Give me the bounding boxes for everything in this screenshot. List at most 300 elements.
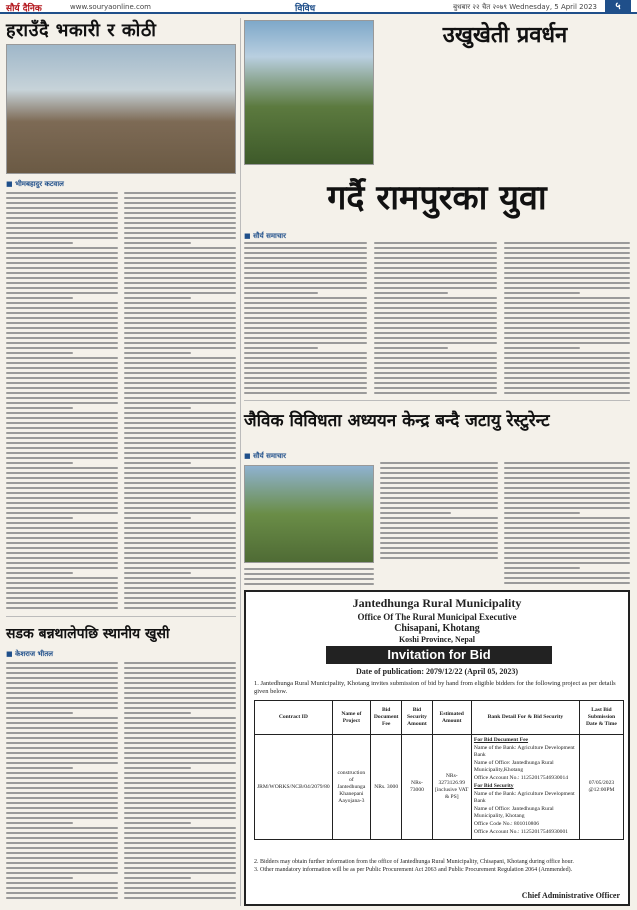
text-line	[6, 357, 118, 359]
text-line	[504, 392, 630, 394]
text-line	[504, 332, 630, 334]
text-line	[6, 767, 73, 769]
text-line	[244, 252, 367, 254]
text-line	[124, 477, 236, 479]
text-line	[124, 237, 236, 239]
text-line	[6, 422, 118, 424]
text-line	[124, 687, 236, 689]
text-line	[6, 802, 118, 804]
doc-fee: NRs. 3000	[370, 735, 401, 840]
text-line	[124, 227, 236, 229]
biodiv-headline: जैविक विविधता अध्ययन केन्द्र बन्दै जटायु रेस्टुरेन्ट	[244, 411, 550, 431]
text-line	[124, 892, 236, 894]
sadak-byline: ■ केशराज भीतल	[6, 650, 53, 659]
text-line	[6, 792, 118, 794]
text-line	[6, 527, 118, 529]
estimated-amount: NRs-3273126.99 [inclusive VAT & PS]	[432, 735, 471, 840]
text-line	[374, 337, 497, 339]
text-line	[124, 782, 236, 784]
text-line	[124, 772, 236, 774]
text-line	[124, 662, 236, 664]
text-line	[6, 812, 118, 814]
text-line	[124, 727, 236, 729]
text-line	[380, 522, 498, 524]
text-line	[6, 677, 118, 679]
text-line	[6, 382, 118, 384]
text-line	[6, 572, 73, 574]
text-line	[6, 397, 118, 399]
text-line	[244, 327, 367, 329]
text-line	[124, 337, 236, 339]
text-line	[6, 417, 118, 419]
text-line	[124, 307, 236, 309]
text-line	[124, 682, 236, 684]
text-line	[124, 422, 236, 424]
bhakari-byline: ■ भीमबहादुर कटवाल	[6, 180, 64, 189]
text-line	[504, 537, 630, 539]
text-line	[124, 482, 236, 484]
text-line	[244, 568, 374, 570]
text-line	[6, 542, 118, 544]
text-line	[124, 507, 236, 509]
text-line	[6, 747, 118, 749]
notice-org: Jantedhunga Rural Municipality	[352, 596, 522, 610]
text-line	[124, 792, 236, 794]
text-line	[124, 437, 236, 439]
text-line	[6, 207, 118, 209]
text-line	[6, 312, 118, 314]
text-line	[6, 237, 118, 239]
text-line	[6, 327, 118, 329]
text-line	[6, 412, 118, 414]
text-line	[124, 447, 236, 449]
text-line	[504, 497, 630, 499]
text-line	[124, 427, 236, 429]
text-line	[124, 672, 236, 674]
text-line	[124, 487, 236, 489]
text-line	[504, 562, 630, 564]
text-line	[374, 352, 497, 354]
text-line	[6, 547, 118, 549]
text-line	[124, 312, 236, 314]
notice-heading: Invitation for Bid	[326, 646, 552, 664]
text-line	[504, 552, 630, 554]
text-line	[380, 502, 498, 504]
text-line	[504, 282, 630, 284]
text-line	[244, 322, 367, 324]
text-line	[504, 322, 630, 324]
text-line	[124, 382, 236, 384]
newspaper-logo: सौर्य दैनिक	[6, 4, 42, 14]
text-line	[124, 547, 236, 549]
text-line	[504, 247, 630, 249]
text-line	[6, 257, 118, 259]
text-line	[244, 282, 367, 284]
text-line	[124, 367, 236, 369]
text-line	[6, 522, 118, 524]
text-line	[374, 367, 497, 369]
text-line	[244, 382, 367, 384]
text-line	[6, 242, 73, 244]
text-line	[124, 407, 191, 409]
text-line	[124, 812, 236, 814]
text-line	[374, 302, 497, 304]
text-line	[374, 262, 497, 264]
text-line	[124, 222, 236, 224]
text-line	[6, 762, 118, 764]
text-line	[374, 387, 497, 389]
section-title: विविध	[295, 4, 316, 14]
text-line	[124, 862, 236, 864]
text-line	[6, 432, 118, 434]
text-line	[374, 392, 497, 394]
text-line	[124, 867, 236, 869]
text-line	[6, 287, 118, 289]
text-line	[6, 567, 118, 569]
text-line	[124, 762, 236, 764]
text-line	[6, 797, 118, 799]
text-line	[124, 497, 236, 499]
notice-place: Chisapani, Khotang	[394, 623, 480, 634]
text-line	[6, 582, 118, 584]
text-line	[6, 507, 118, 509]
text-line	[6, 822, 73, 824]
text-line	[244, 247, 367, 249]
text-line	[124, 247, 236, 249]
text-line	[6, 227, 118, 229]
text-line	[6, 702, 118, 704]
text-line	[6, 262, 118, 264]
bank-fee-line: Name of Office: Jantedhunga Rural Municipality,Khotang	[473, 760, 554, 773]
text-line	[6, 537, 118, 539]
text-line	[124, 492, 236, 494]
text-line	[244, 242, 367, 244]
text-line	[504, 382, 630, 384]
text-line	[6, 817, 118, 819]
text-line	[124, 822, 191, 824]
notice-pubdate: Date of publication: 2079/12/22 (April 05, 2023)	[356, 667, 518, 676]
text-line	[374, 372, 497, 374]
notice-intro: 1. Jantedhunga Rural Municipality, Khotang invites submission of bid by hand from eligible bidders for the following project as per details given below.	[254, 680, 616, 695]
text-line	[6, 347, 118, 349]
text-line	[504, 317, 630, 319]
table-header-row	[255, 701, 624, 735]
text-line	[374, 332, 497, 334]
text-line	[374, 277, 497, 279]
text-line	[124, 212, 236, 214]
text-line	[6, 777, 118, 779]
text-line	[244, 257, 367, 259]
text-line	[124, 562, 236, 564]
text-line	[374, 292, 448, 294]
text-line	[124, 362, 236, 364]
text-line	[504, 467, 630, 469]
bank-security-line: Office Account No.: 11252017546930001	[473, 829, 569, 835]
text-line	[124, 842, 236, 844]
text-line	[6, 222, 118, 224]
text-line	[6, 532, 118, 534]
text-line	[124, 377, 236, 379]
text-line	[504, 367, 630, 369]
text-line	[124, 517, 191, 519]
text-line	[244, 583, 374, 585]
text-line	[374, 252, 497, 254]
text-line	[504, 567, 580, 569]
ukhuketi-body-col3	[504, 242, 630, 394]
text-line	[6, 377, 118, 379]
text-line	[6, 307, 118, 309]
text-line	[374, 247, 497, 249]
text-line	[124, 452, 236, 454]
biodiv-body-col0	[244, 568, 374, 585]
text-line	[504, 387, 630, 389]
text-line	[244, 352, 367, 354]
text-line	[6, 202, 118, 204]
text-line	[124, 777, 236, 779]
text-line	[124, 302, 236, 304]
text-line	[374, 322, 497, 324]
contract-id: JRM/WORKS/NCB/04/2079/80	[255, 735, 333, 840]
text-line	[504, 362, 630, 364]
text-line	[504, 557, 630, 559]
text-line	[124, 717, 236, 719]
text-line	[6, 682, 118, 684]
text-line	[504, 377, 630, 379]
text-line	[380, 492, 498, 494]
text-line	[6, 892, 118, 894]
text-line	[374, 382, 497, 384]
text-line	[124, 897, 236, 899]
text-line	[124, 232, 236, 234]
text-line	[244, 307, 367, 309]
text-line	[6, 502, 118, 504]
text-line	[124, 602, 236, 604]
bank-fee-line: Name of the Bank: Agriculture Development Bank	[473, 745, 575, 758]
text-line	[124, 752, 236, 754]
text-line	[380, 472, 498, 474]
notice-note: 2. Bidders may obtain further information from the office of Jantedhunga Rural Municipality, Chisapani, Khotang during office hour.	[254, 859, 574, 865]
notice-province: Koshi Province, Nepal	[398, 635, 476, 644]
text-line	[374, 312, 497, 314]
text-line	[6, 782, 118, 784]
text-line	[124, 352, 191, 354]
biodiv-photo	[244, 465, 374, 563]
bhakari-photo	[6, 44, 236, 174]
text-line	[124, 707, 236, 709]
text-line	[244, 578, 374, 580]
text-line	[124, 737, 236, 739]
biodiv-byline: ■ सौर्य समाचार	[244, 452, 286, 461]
text-line	[124, 817, 236, 819]
project-name: construction of Jantedhunga Khanepani Aayojana-3	[332, 735, 370, 840]
text-line	[504, 582, 630, 584]
text-line	[6, 732, 118, 734]
text-line	[504, 347, 580, 349]
text-line	[124, 412, 236, 414]
text-line	[124, 732, 236, 734]
text-line	[380, 487, 498, 489]
text-line	[504, 297, 630, 299]
text-line	[6, 887, 118, 889]
text-line	[124, 262, 236, 264]
text-line	[124, 712, 191, 714]
text-line	[6, 217, 118, 219]
text-line	[244, 292, 318, 294]
text-line	[504, 312, 630, 314]
text-line	[124, 292, 236, 294]
text-line	[6, 872, 118, 874]
text-line	[244, 362, 367, 364]
text-line	[504, 492, 630, 494]
text-line	[6, 692, 118, 694]
text-line	[504, 542, 630, 544]
ukhuketi-body-col1	[244, 242, 367, 394]
text-line	[6, 457, 118, 459]
text-line	[380, 507, 498, 509]
text-line	[380, 527, 498, 529]
text-line	[6, 472, 118, 474]
text-line	[380, 557, 498, 559]
text-line	[244, 347, 318, 349]
text-line	[374, 272, 497, 274]
text-line	[124, 527, 236, 529]
bank-details	[471, 735, 579, 840]
text-line	[6, 722, 118, 724]
text-line	[124, 512, 236, 514]
text-line	[6, 842, 118, 844]
text-line	[6, 292, 118, 294]
text-line	[6, 587, 118, 589]
text-line	[124, 272, 236, 274]
text-line	[380, 532, 498, 534]
text-line	[124, 267, 236, 269]
text-line	[504, 487, 630, 489]
text-line	[244, 297, 367, 299]
text-line	[380, 552, 498, 554]
text-line	[244, 367, 367, 369]
bank-fee-heading: For Bid Document Fee	[473, 737, 529, 743]
text-line	[374, 282, 497, 284]
bid-notice	[244, 590, 630, 906]
text-line	[504, 462, 630, 464]
table-row	[255, 735, 624, 840]
text-line	[504, 522, 630, 524]
text-line	[244, 312, 367, 314]
text-line	[6, 447, 118, 449]
text-line	[6, 557, 118, 559]
text-line	[6, 607, 118, 609]
text-line	[374, 257, 497, 259]
text-line	[374, 317, 497, 319]
divider	[244, 400, 630, 401]
text-line	[6, 462, 73, 464]
text-line	[124, 357, 236, 359]
text-line	[244, 332, 367, 334]
text-line	[124, 327, 236, 329]
text-line	[380, 482, 498, 484]
column-rule	[240, 18, 241, 906]
text-line	[124, 837, 236, 839]
text-line	[6, 807, 118, 809]
text-line	[124, 572, 191, 574]
text-line	[6, 277, 118, 279]
text-line	[6, 402, 118, 404]
text-line	[380, 512, 451, 514]
text-line	[504, 287, 630, 289]
table-header: Bid Security Amount	[402, 701, 432, 735]
bid-security: NRs-73000	[402, 735, 432, 840]
bank-fee-line: Office Account No.: 11252017546930014	[473, 775, 569, 781]
text-line	[6, 882, 118, 884]
text-line	[124, 282, 236, 284]
text-line	[124, 832, 236, 834]
ukhuketi-headline-line2	[244, 170, 630, 226]
text-line	[244, 317, 367, 319]
text-line	[6, 592, 118, 594]
text-line	[374, 362, 497, 364]
text-line	[6, 757, 118, 759]
text-line	[124, 887, 236, 889]
text-line	[124, 757, 236, 759]
text-line	[504, 572, 630, 574]
text-line	[124, 257, 236, 259]
text-line	[124, 877, 191, 879]
text-line	[504, 352, 630, 354]
text-line	[6, 282, 118, 284]
ukhuketi-photo	[244, 20, 374, 165]
submission-deadline: 07/05/2023 @12:00PM	[579, 735, 623, 840]
text-line	[124, 582, 236, 584]
text-line	[124, 577, 236, 579]
text-line	[124, 287, 236, 289]
text-line	[124, 542, 236, 544]
text-line	[6, 232, 118, 234]
text-line	[124, 607, 236, 609]
text-line	[124, 552, 236, 554]
text-line	[374, 342, 497, 344]
table-header: Contract ID	[255, 701, 333, 735]
text-line	[6, 437, 118, 439]
text-line	[6, 362, 118, 364]
text-line	[124, 857, 236, 859]
text-line	[6, 867, 118, 869]
text-line	[6, 492, 118, 494]
text-line	[6, 497, 118, 499]
text-line	[6, 467, 118, 469]
text-line	[124, 502, 236, 504]
bhakari-body-col2	[124, 192, 236, 609]
text-line	[6, 602, 118, 604]
text-line	[6, 712, 73, 714]
text-line	[504, 372, 630, 374]
text-line	[124, 417, 236, 419]
bank-security-heading: For Bid Security	[473, 783, 514, 789]
text-line	[244, 573, 374, 575]
text-line	[504, 272, 630, 274]
text-line	[374, 377, 497, 379]
text-line	[374, 307, 497, 309]
sadak-body-col2	[124, 662, 236, 899]
text-line	[504, 477, 630, 479]
text-line	[6, 662, 118, 664]
text-line	[124, 677, 236, 679]
text-line	[374, 357, 497, 359]
text-line	[244, 262, 367, 264]
website-url[interactable]: www.souryaonline.com	[70, 3, 151, 11]
text-line	[6, 772, 118, 774]
ukhuketi-headline-line1: उखुखेती प्रवर्धन	[442, 23, 568, 48]
text-line	[124, 667, 236, 669]
